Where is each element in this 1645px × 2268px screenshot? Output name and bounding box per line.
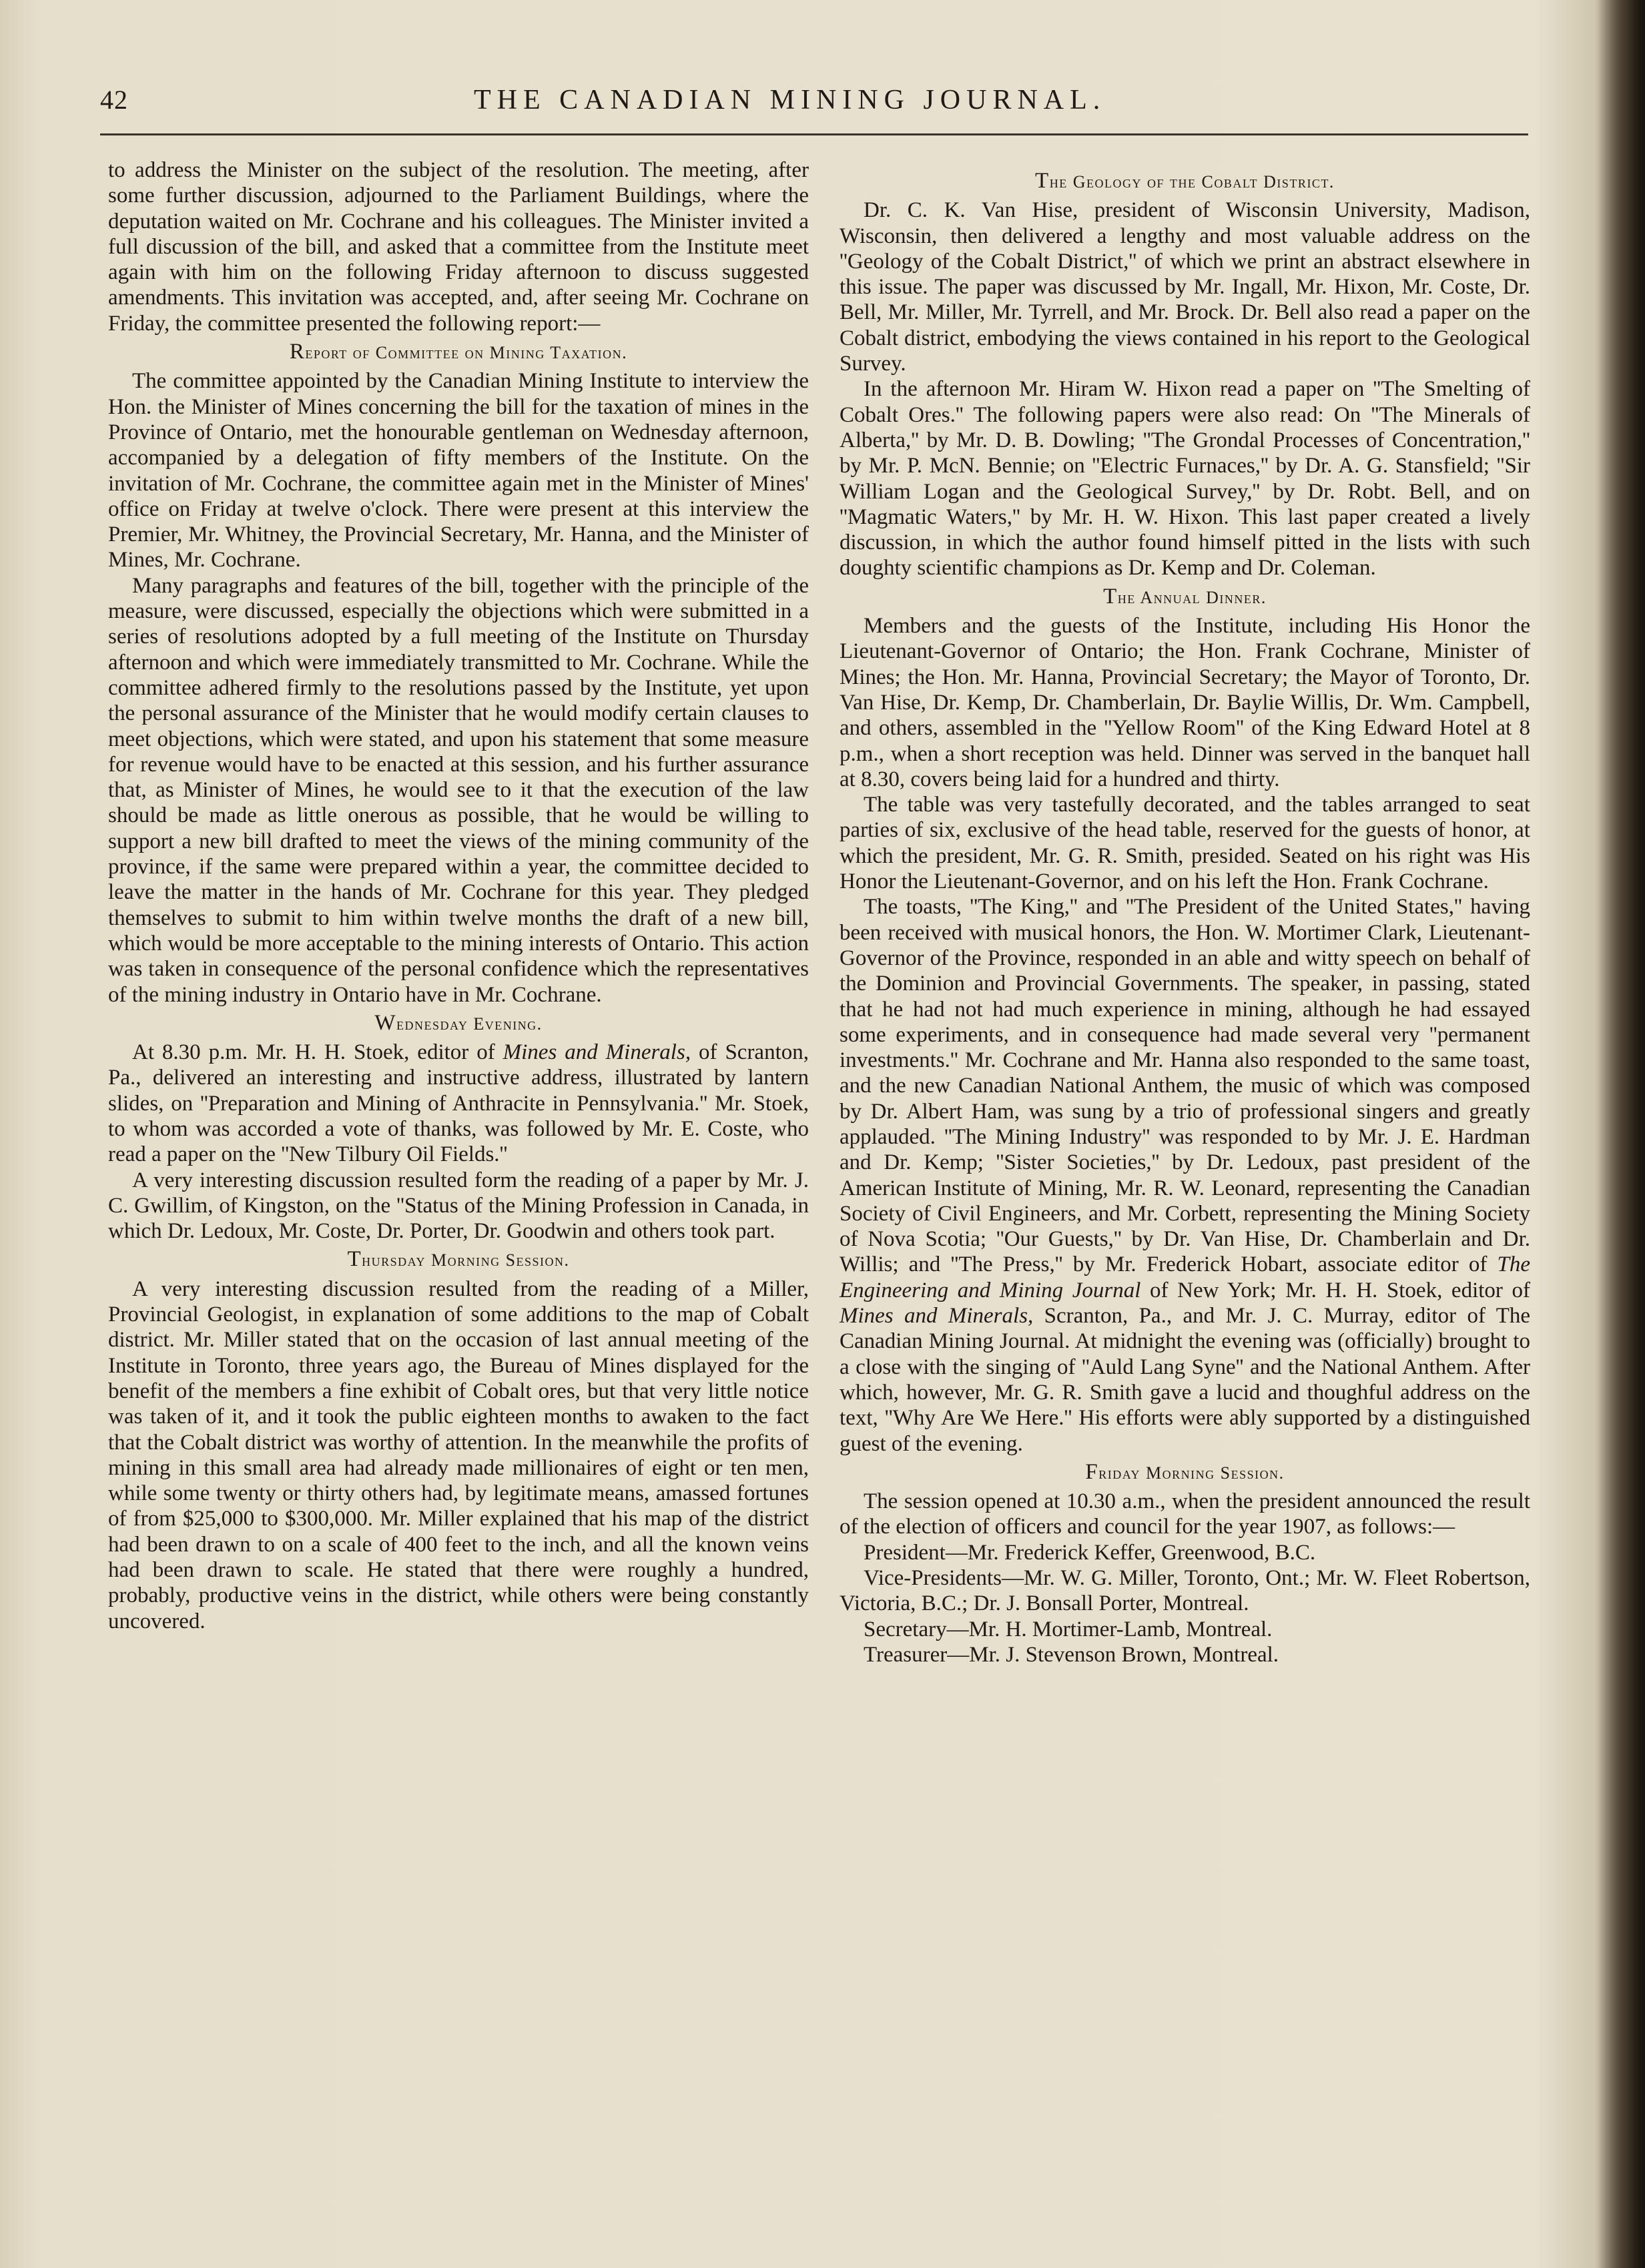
section-heading-wednesday: Wednesday Evening. — [374, 1010, 543, 1035]
officers-list — [840, 1540, 1530, 1667]
paragraph: Members and the guests of the Institute, including His Honor the Lieutenant-Governor of Ontario; the Hon. Frank Cochrane, Minister of Mines; the Hon. Mr. Hanna, Provincial Secretary; the Mayor of Toronto, Dr. Van Hise, Dr. Kemp, Dr. Chamberlain, Dr. Baylie Willis, Dr. Wm. Campbell, and others, assembled in the ''Yellow Room'' of the King Edward Hotel at 8 p.m., when a short reception was held. Dinner was served in the banquet hall at 8.30, covers being laid for a hundred and thirty. — [840, 614, 1530, 791]
paragraph: The table was very tastefully decorated, and the tables arranged to seat parties of six, exclusive of the head table, reserved for the guests of honor, at which the president, Mr. G. R. Smith, presided. Seated on his right was His Honor the Lieutenant-Governor, and on his left the Hon. Frank Cochrane. — [840, 793, 1530, 894]
paragraph: A very interesting discussion resulted form the reading of a paper by Mr. J. C. Gwillim, of Kingston, on the ''Status of the Mining Profession in Canada, in which Dr. Ledoux, Mr. Coste, Dr. Porter, Dr. Goodwin and others took part. — [108, 1168, 809, 1244]
page-number: 42 — [100, 85, 128, 115]
text-run: At 8.30 p.m. Mr. H. H. Stoek, editor of — [132, 1040, 503, 1065]
journal-title: THE CANADIAN MINING JOURNAL. — [474, 85, 1106, 115]
paragraph — [840, 894, 1530, 1457]
italic-title: Mines and Minerals, — [503, 1040, 691, 1065]
officer-entry: President—Mr. Frederick Keffer, Greenwood, B.C. — [864, 1540, 1316, 1565]
right-column — [840, 165, 1530, 1667]
section-heading-thursday: Thursday Morning Session. — [347, 1247, 570, 1272]
paragraph: Dr. C. K. Van Hise, president of Wisconsin University, Madison, Wisconsin, then delivered a lengthy and most valuable address on the ''Geology of the Cobalt District,'' of which we print an abstract elsewhere in this issue. The paper was discussed by Mr. Ingall, Mr. Hixon, Mr. Coste, Dr. Bell, Mr. Miller, Mr. Tyrrell, and Mr. Brock. Dr. Bell also read a paper on the Cobalt district, embodying the views contained in his report to the Geological Survey. — [840, 198, 1530, 376]
officer-entry: Vice-Presidents—Mr. W. G. Miller, Toronto, Ont.; Mr. W. Fleet Robertson, Victoria, B.C.; Dr. J. Bonsall Porter, Montreal. — [840, 1566, 1530, 1616]
page-edge-shadow — [1598, 0, 1645, 2268]
left-column — [108, 157, 809, 1634]
paragraph: The committee appointed by the Canadian Mining Institute to interview the Hon. the Minister of Mines concerning the bill for the taxation of mines in the Province of Ontario, met the honourable gentleman on Wednesday afternoon, accompanied by a delegation of fifty members of the Institute. On the invitation of Mr. Cochrane, the committee again met in the Minister of Mines' office on Friday at twelve o'clock. There were present at this interview the Premier, Mr. Whitney, the Provincial Secretary, Mr. Hanna, and the Minister of Mines, Mr. Cochrane. — [108, 369, 809, 573]
section-heading-dinner: The Annual Dinner. — [1103, 584, 1267, 609]
italic-title: The Engineering and Mining Journal — [840, 1252, 1530, 1302]
section-heading-report: Report of Committee on Mining Taxation. — [289, 340, 628, 364]
section-heading-friday: Friday Morning Session. — [1085, 1459, 1285, 1484]
paragraph: The session opened at 10.30 a.m., when the president announced the result of the election of officers and council for the year 1907, as follows:— — [840, 1489, 1530, 1539]
italic-title: Mines and Minerals, — [840, 1304, 1034, 1329]
page-header — [100, 84, 1515, 124]
officer-entry: Treasurer—Mr. J. Stevenson Brown, Montreal. — [864, 1642, 1279, 1667]
section-heading-geology: The Geology of the Cobalt District. — [1035, 169, 1335, 193]
paragraph: In the afternoon Mr. Hiram W. Hixon read a paper on ''The Smelting of Cobalt Ores.'' The following papers were also read: On ''The Minerals of Alberta,'' by Mr. D. B. Dowling; ''The Grondal Processes of Concentration,'' by Mr. P. McN. Bennie; on ''Electric Furnaces,'' by Dr. A. G. Stansfield; ''Sir William Logan and the Geological Survey,'' by Dr. Robt. Bell, and on ''Magmatic Waters,'' by Mr. H. W. Hixon. This last paper created a lively discussion, in which the author found himself pitted in the lists with such doughty scientific champions as Dr. Kemp and Dr. Coleman. — [840, 377, 1530, 581]
paragraph — [108, 1040, 809, 1167]
header-rule — [100, 133, 1528, 135]
text-run: Scranton, Pa., and Mr. J. C. Murray, editor of The Canadian Mining Journal. At midnight the evening was (officially) brought to a close with the singing of ''Auld Lang Syne'' and the National Anthem. After which, however, Mr. G. R. Smith gave a lucid and thoughful address on the text, ''Why Are We Here.'' His efforts were ably supported by a distinguished guest of the evening. — [840, 1304, 1531, 1456]
paragraph: A very interesting discussion resulted from the reading of a Miller, Provincial Geologist, in explanation of some additions to the map of Cobalt district. Mr. Miller stated that on the occasion of last annual meeting of the Institute in Toronto, three years ago, the Bureau of Mines displayed for the benefit of the members a fine exhibit of Cobalt ores, but that very little notice was taken of it, and it took the public eighteen months to awaken to the fact that the Cobalt district was worthy of attention. In the meanwhile the profits of mining in this small area had already made millionaires of eight or ten men, while some twenty or thirty others had, by legitimate means, amassed fortunes of from $25,000 to $300,000. Mr. Miller explained that his map of the district had been drawn to on a scale of 400 feet to the inch, and all the known veins had been drawn to scale. He stated that there were roughly a hundred, probably, productive veins in the district, while others were being constantly uncovered. — [108, 1276, 809, 1633]
text-run: The toasts, ''The King,'' and ''The President of the United States,'' having been received with musical honors, the Hon. W. Mortimer Clark, Lieutenant-Governor of the Province, responded in an able and witty speech on behalf of the Dominion and Provincial Governments. The speaker, in passing, stated that he had not had much experience in mining, although he had essayed some experiments, and in consequence had made several very ''permanent investments.'' Mr. Cochrane and Mr. Hanna also responded to the same toast, and the new Canadian National Anthem, the music of which was composed by Dr. Albert Ham, was sung by a trio of professional singers and greatly applauded. ''The Mining Industry'' was responded to by Mr. J. E. Hardman and Dr. Kemp; ''Sister Societies,'' by Dr. Ledoux, past president of the American Institute of Mining, Mr. R. W. Leonard, representing the Canadian Society of Civil Engineers, and Mr. Corbett, representing the Mining Society of Nova Scotia; ''Our Guests,'' by Dr. Van Hise, Dr. Chamberlain and Dr. Willis; and ''The Press,'' by Mr. Frederick Hobart, associate editor of — [840, 895, 1530, 1277]
paragraph: Many paragraphs and features of the bill, together with the principle of the measure, were discussed, especially the objections which were submitted in a series of resolutions adopted by a full meeting of the Institute on Thursday afternoon and which were immediately transmitted to Mr. Cochrane. While the committee adhered firmly to the resolutions passed by the Institute, yet upon the personal assurance of the Minister that he would modify certain clauses to meet objections, which were stated, and upon his statement that some measure for revenue would have to be enacted at this session, and his further assurance that, as Minister of Mines, he would see to it that the execution of the law should be made as little onerous as possible, that he would be willing to support a new bill drafted to meet the views of the mining community of the province, if the same were prepared within a year, the committee decided to leave the matter in the hands of Mr. Cochrane for this year. They pledged themselves to submit to him within twelve months the draft of a new bill, which would be more acceptable to the mining interests of Ontario. This action was taken in consequence of the personal confidence which the representatives of the mining industry in Ontario have in Mr. Cochrane. — [108, 573, 809, 1007]
paragraph: to address the Minister on the subject of the resolution. The meeting, after some further discussion, adjourned to the Parliament Buildings, where the deputation waited on Mr. Cochrane and his colleagues. The Minister invited a full discussion of the bill, and asked that a committee from the Institute meet again with him on the following Friday afternoon to discuss suggested amendments. This invitation was accepted, and, after seeing Mr. Cochrane on Friday, the committee presented the following report:— — [108, 158, 809, 336]
text-run: of Scranton, Pa., delivered an interesting and instructive address, illustrated by lantern slides, on ''Preparation and Mining of Anthracite in Pennsylvania.'' Mr. Stoek, to whom was accorded a vote of thanks, was followed by Mr. E. Coste, who read a paper on the ''New Tilbury Oil Fields.'' — [108, 1040, 809, 1167]
officer-entry: Secretary—Mr. H. Mortimer-Lamb, Montreal. — [864, 1617, 1273, 1641]
text-run: of New York; Mr. H. H. Stoek, editor of — [1140, 1278, 1530, 1302]
